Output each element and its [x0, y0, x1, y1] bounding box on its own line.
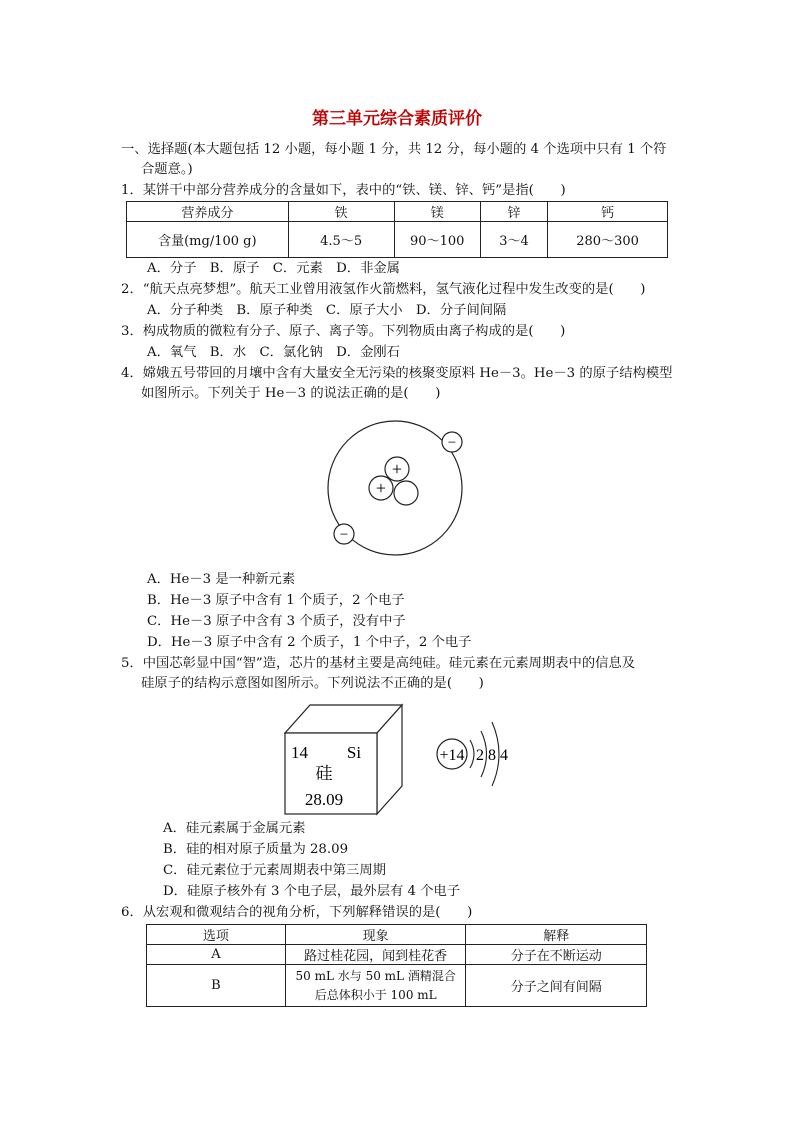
q1-stem: 1．某饼干中部分营养成分的含量如下，表中的“铁、镁、锌、钙”是指( ) — [121, 183, 566, 198]
q6-phenomenon-line2: 后总体积小于 100 mL — [314, 987, 437, 1002]
q6-table — [146, 924, 647, 1007]
q5-stem-line1: 5．中国芯彰显中国“智”造，芯片的基材主要是高纯硅。硅元素在元素周期表中的信息及 — [121, 656, 636, 671]
q4-stem-line2: 如图所示。下列关于 He－3 的说法正确的是( ) — [141, 386, 441, 401]
q6-header-cell: 解释 — [466, 925, 647, 945]
shell-electron-count: 8 — [488, 747, 496, 764]
proton-sign: + — [391, 459, 403, 479]
q1-options: A．分子 B．原子 C．元素 D．非金属 — [147, 261, 400, 276]
q4-option-c: C．He－3 原子中含有 3 个质子，没有中子 — [147, 614, 406, 629]
q1-table-header-row — [127, 202, 668, 222]
q1-cell: 90～100 — [394, 222, 480, 258]
q6-stem: 6．从宏观和微观结合的视角分析，下列解释错误的是( ) — [121, 905, 473, 920]
q6-header-cell: 现象 — [285, 925, 466, 945]
element-symbol: Si — [346, 743, 362, 762]
q6-table-row — [147, 945, 647, 965]
page-title: 第三单元综合素质评价 — [312, 109, 482, 129]
q6-table-row — [147, 965, 647, 1007]
q1-header-cell: 锌 — [480, 202, 547, 222]
shell-electron-count: 2 — [476, 747, 484, 764]
shell-electron-count: 4 — [500, 747, 508, 764]
element-name: 硅 — [315, 764, 333, 783]
q4-option-a: A．He－3 是一种新元素 — [147, 572, 296, 587]
silicon-periodic-table-cell — [280, 700, 410, 820]
q6-cell-explanation: 分子在不断运动 — [466, 945, 647, 965]
q1-cell: 3～4 — [480, 222, 547, 258]
electron-sign: − — [339, 527, 349, 543]
electron-sign: − — [447, 435, 457, 451]
neutron — [394, 481, 418, 505]
silicon-atom-structure-diagram — [430, 718, 520, 798]
q3-options: A．氧气 B．水 C．氯化钠 D．金刚石 — [147, 345, 400, 360]
section-heading-line1: 一、选择题(本大题包括 12 小题，每小题 1 分，共 12 分，每小题的 4 个选项中只有 1 个符 — [121, 142, 667, 157]
q5-option-b: B．硅的相对原子质量为 28.09 — [163, 842, 349, 857]
atomic-number: 14 — [291, 743, 308, 762]
q6-cell-phenomenon — [285, 965, 466, 1007]
q5-option-c: C．硅元素位于元素周期表中第三周期 — [163, 863, 386, 878]
q2-stem: 2．“航天点亮梦想”。航天工业曾用液氢作火箭燃料，氢气液化过程中发生改变的是( ) — [121, 282, 646, 297]
q1-cell: 含量(mg/100 g) — [127, 222, 289, 258]
q4-option-b: B．He－3 原子中含有 1 个质子，2 个电子 — [147, 593, 405, 608]
atomic-mass: 28.09 — [304, 790, 344, 809]
q1-cell: 280～300 — [548, 222, 668, 258]
q1-table-row — [127, 222, 668, 258]
proton-sign: + — [375, 478, 387, 498]
q4-stem-line1: 4．嫦娥五号带回的月壤中含有大量安全无污染的核聚变原料 He－3。He－3 的原子结构模型 — [121, 366, 673, 381]
q1-cell: 4.5～5 — [288, 222, 394, 258]
section-heading-line2: 合题意。) — [141, 162, 193, 177]
q3-stem: 3．构成物质的微粒有分子、原子、离子等。下列物质由离子构成的是( ) — [121, 324, 566, 339]
q6-cell-phenomenon: 路过桂花园，闻到桂花香 — [285, 945, 466, 965]
q5-option-a: A．硅元素属于金属元素 — [163, 821, 306, 836]
q6-phenomenon-line1: 50 mL 水与 50 mL 酒精混合 — [295, 968, 456, 983]
q6-cell-option: A — [147, 945, 286, 965]
nuclear-charge: +14 — [439, 747, 465, 764]
q6-cell-explanation: 分子之间有间隔 — [466, 965, 647, 1007]
q1-header-cell: 镁 — [394, 202, 480, 222]
q5-option-d: D．硅原子核外有 3 个电子层，最外层有 4 个电子 — [163, 884, 461, 899]
q1-header-cell: 营养成分 — [127, 202, 289, 222]
q1-header-cell: 钙 — [548, 202, 668, 222]
q5-stem-line2: 硅原子的结构示意图如图所示。下列说法不正确的是( ) — [141, 676, 484, 691]
q4-option-d: D．He－3 原子中含有 2 个质子，1 个中子，2 个电子 — [147, 635, 472, 650]
q6-cell-option: B — [147, 965, 286, 1007]
helium3-atom-model — [315, 410, 475, 560]
q6-header-cell: 选项 — [147, 925, 286, 945]
q1-header-cell: 铁 — [288, 202, 394, 222]
q6-table-header-row — [147, 925, 647, 945]
q1-table — [126, 201, 668, 258]
q2-options: A．分子种类 B．原子种类 C．原子大小 D．分子间间隔 — [147, 303, 507, 318]
